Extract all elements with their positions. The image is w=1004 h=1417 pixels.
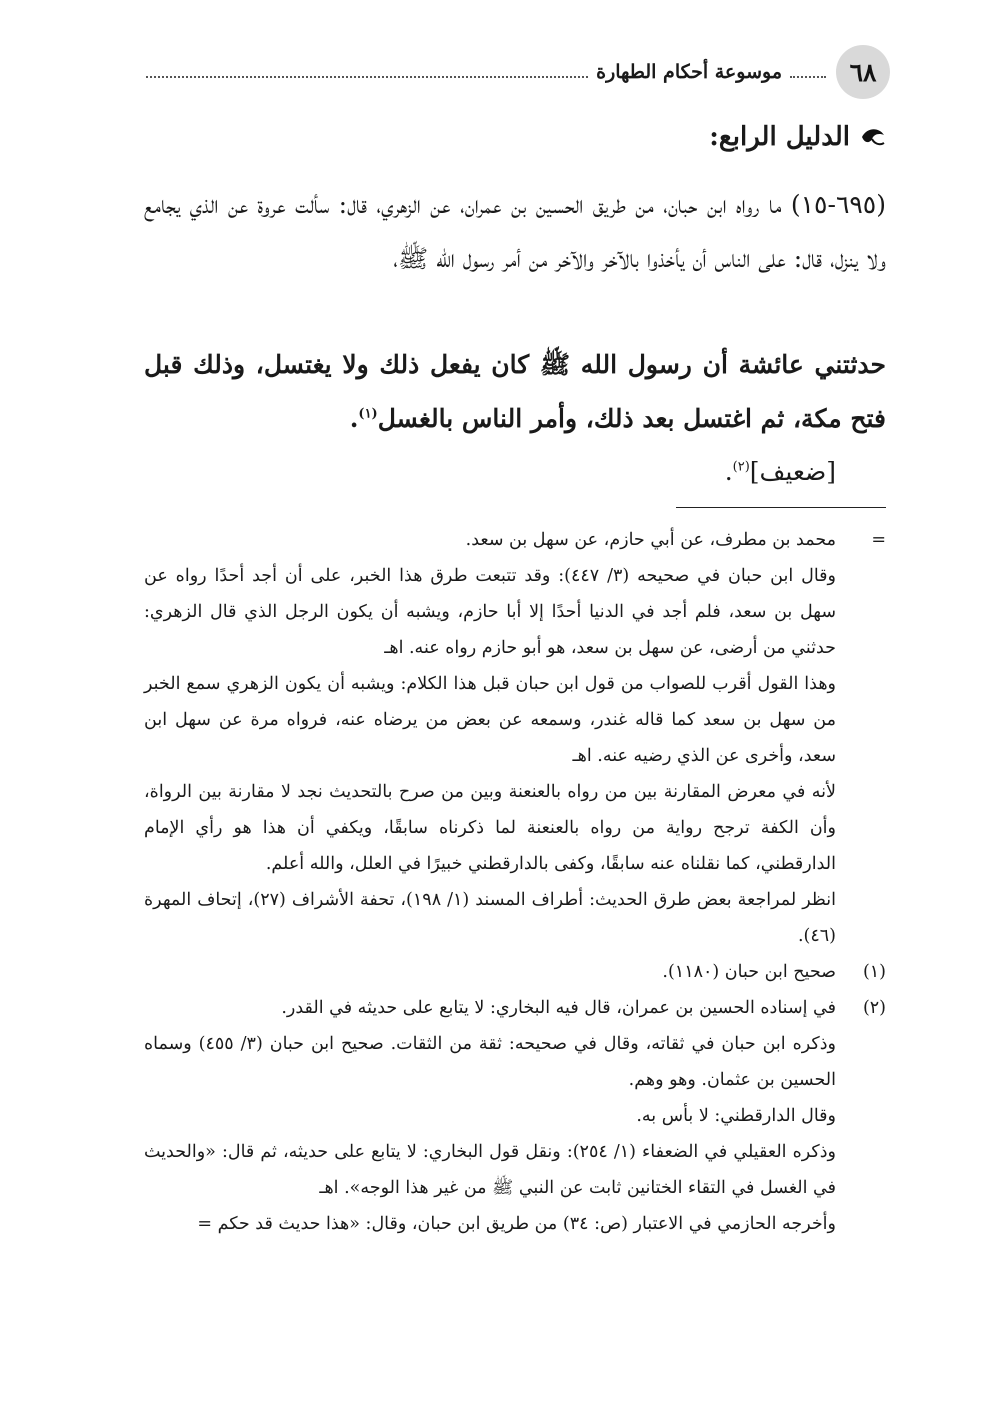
footnote-line: وقال ابن حبان في صحيحه (٣/ ٤٤٧): وقد تتبعت طرق هذا الخبر، على أن أجد أحدًا رواه عن سهل بن سعد، فلم أجد في الدنيا أحدًا إلا أبا حازم، ويشبه أن يكون الرجل الذي قال الزهري: حدثني من أرضى، عن سهل بن سعد، هو أبو حازم رواه عنه. اهـ bbox=[144, 566, 836, 658]
footnote-1-marker: (١) bbox=[862, 962, 886, 982]
footnote-ref-2[interactable]: (٢) bbox=[732, 459, 750, 475]
footnote-line: انظر لمراجعة بعض طرق الحديث: أطراف المسند (١/ ١٩٨)، تحفة الأشراف (٢٧)، إتحاف المهرة (٤٦). bbox=[144, 890, 836, 946]
section-heading-text: الدليل الرابع: bbox=[709, 122, 850, 152]
hadith-text bbox=[144, 338, 886, 446]
header-dots-left bbox=[146, 76, 588, 78]
grade-label: [ضعيف] bbox=[749, 457, 836, 486]
section-heading bbox=[709, 122, 886, 152]
hadith-text-end: . bbox=[349, 404, 359, 433]
grade-end: . bbox=[724, 457, 733, 486]
hadith-text-body: حدثتني عائشة أن رسول الله ﷺ كان يفعل ذلك ولا يغتسل، وذلك قبل فتح مكة، ثم اغتسل بعد ذلك، وأمر الناس بالغسل bbox=[144, 350, 886, 433]
footnote-line: في إسناده الحسين بن عمران، قال فيه البخاري: لا يتابع على حديثه في القدر. bbox=[281, 998, 836, 1018]
footnotes bbox=[144, 522, 886, 1242]
running-header bbox=[146, 56, 826, 88]
footnote-1-text: صحيح ابن حبان (١١٨٠). bbox=[662, 962, 836, 982]
header-dots-right bbox=[790, 76, 826, 78]
hadith-narration: (٦٩٥-١٥) ما رواه ابن حبان، من طريق الحسين بن عمران، عن الزهري، قال: سألت عروة عن الذي يجامع ولا ينزل، قال: على الناس أن يأخذوا بالآخر والآخر من أمر رسول الله ﷺ، bbox=[144, 190, 886, 273]
continuation-marker: = bbox=[871, 530, 886, 550]
footnote-continuation bbox=[144, 522, 886, 954]
footnote-line: وهذا القول أقرب للصواب من قول ابن حبان قبل هذا الكلام: ويشبه أن يكون الزهري سمع الخبر من سهل بن سعد كما قاله غندر، وسمعه عن بعض من يرضاه عنه، فرواه مرة عن سهل ابن سعد، وأخرى عن الذي رضيه عنه. اهـ bbox=[144, 674, 836, 766]
footnote-line: محمد بن مطرف، عن أبي حازم، عن سهل بن سعد. bbox=[465, 530, 836, 550]
footnote-2 bbox=[144, 990, 886, 1242]
hadith-grade bbox=[725, 450, 836, 494]
leaf-ornament-icon bbox=[860, 124, 886, 150]
footnote-line: لأنه في معرض المقارنة بين من رواه بالعنعنة وبين من صرح بالتحديث نجد لا مقارنة بين الرواة، وأن الكفة ترجح رواية من رواه بالعنعنة لما ذكرناه سابقًا، ويكفي أن هذا هو رأي الإمام الدارقطني، كما نقلناه عنه سابقًا، وكفى بالدارقطني خبيرًا في العلل، والله أعلم. bbox=[144, 782, 836, 874]
footnote-line: وأخرجه الحازمي في الاعتبار (ص: ٣٤) من طريق ابن حبان، وقال: «هذا حديث قد حكم = bbox=[197, 1214, 836, 1234]
footnote-2-marker: (٢) bbox=[862, 998, 886, 1018]
footnote-line: وذكره ابن حبان في ثقاته، وقال في صحيحه: ثقة من الثقات. صحيح ابن حبان (٣/ ٤٥٥) وسماه الحسين بن عثمان. وهو وهم. bbox=[144, 1034, 836, 1090]
book-title: موسوعة أحكام الطهارة bbox=[596, 61, 782, 83]
footnote-line: وذكره العقيلي في الضعفاء (١/ ٢٥٤): ونقل قول البخاري: لا يتابع على حديثه، ثم قال: «والحديث في الغسل في التقاء الختانين ثابت عن النبي ﷺ من غير هذا الوجه». اهـ bbox=[144, 1142, 836, 1198]
page-number: ٦٨ bbox=[836, 45, 890, 99]
footnote-line: وقال الدارقطني: لا بأس به. bbox=[636, 1106, 836, 1126]
footnote-ref-1[interactable]: (١) bbox=[358, 406, 378, 422]
footnote-separator bbox=[676, 507, 886, 508]
footnote-1 bbox=[144, 954, 886, 990]
